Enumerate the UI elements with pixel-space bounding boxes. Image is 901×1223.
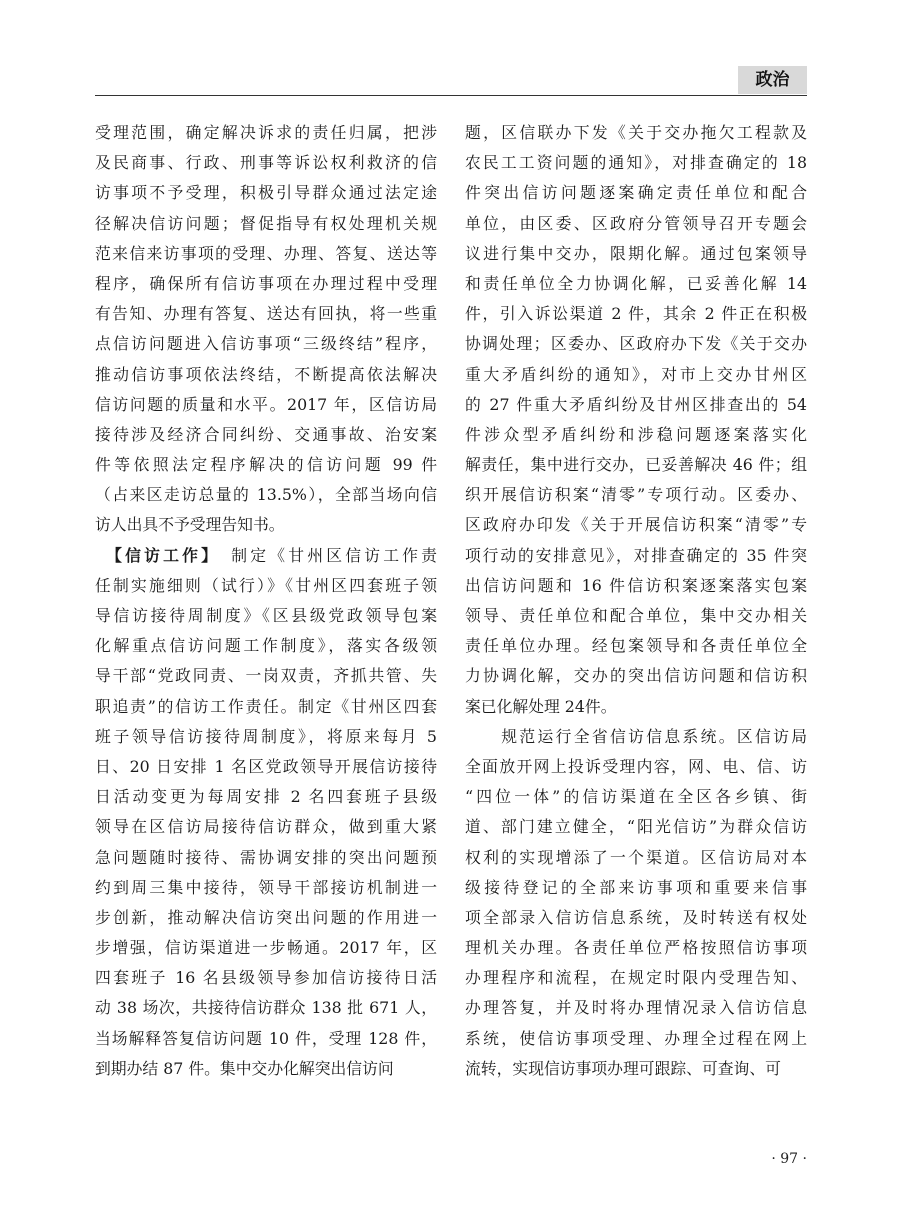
text-line: 议进行集中交办，限期化解。通过包案领导 (465, 243, 807, 263)
text-line: 程序，确保所有信访事项在办理过程中受理 (95, 273, 437, 293)
right-column (465, 118, 807, 1084)
text-line: 责任单位办理。经包案领导和各责任单位全 (465, 636, 807, 656)
text-line: 步增强，信访渠道进一步畅通。2017 年，区 (95, 938, 437, 958)
text-line: 任制实施细则（试行）》《甘州区四套班子领 (95, 575, 437, 595)
text-line: 到期办结 87 件。集中交办化解突出信访问 (95, 1058, 394, 1078)
text-line: 和责任单位全力协调化解，已妥善化解 14 (465, 273, 807, 293)
text-line: 班子领导信访接待周制度》，将原来每月 5 (95, 726, 437, 746)
text-line: 日活动变更为每周安排 2 名四套班子县级 (95, 787, 437, 807)
text-line: 及民商事、行政、刑事等诉讼权利救济的信 (95, 153, 437, 173)
text-line: 解责任，集中进行交办，已妥善解决 46 件；组 (465, 455, 807, 475)
text-line: 项全部录入信访信息系统，及时转送有权处 (465, 907, 807, 927)
text-line: 访人出具不予受理告知书。 (95, 515, 285, 535)
text-line: 件涉众型矛盾纠纷和涉稳问题逐案落实化 (465, 424, 807, 444)
text-line: 办理答复，并及时将办理情况录入信访信息 (465, 998, 807, 1018)
text-line: 流转，实现信访事项办理可跟踪、可查询、可 (465, 1058, 781, 1078)
text-line: 权利的实现增添了一个渠道。区信访局对本 (465, 847, 807, 867)
text-line: 信访问题的质量和水平。2017 年，区信访局 (95, 394, 437, 414)
text-line: 理机关办理。各责任单位严格按照信访事项 (465, 938, 807, 958)
section-tab: 政治 (738, 66, 807, 94)
text-line: 步创新，推动解决信访突出问题的作用进一 (95, 907, 437, 927)
left-column (95, 118, 437, 1084)
text-line: 范来信来访事项的受理、办理、答复、送达等 (95, 243, 437, 263)
text-line: 推动信访事项依法终结，不断提高依法解决 (95, 364, 437, 384)
header-rule (95, 95, 807, 96)
text-line: 件突出信访问题逐案确定责任单位和配合 (465, 183, 807, 203)
text-line: 受理范围，确定解决诉求的责任归属，把涉 (95, 123, 437, 142)
text-line: 导信访接待周制度》《区县级党政领导包案 (95, 606, 437, 625)
text-line: 径解决信访问题；督促指导有权处理机关规 (95, 213, 437, 233)
text-line: 织开展信访积案“清零”专项行动。区委办、 (465, 485, 807, 505)
text-line: 约到周三集中接待，领导干部接访机制进一 (95, 877, 437, 897)
text-line: 规范运行全省信访信息系统。区信访局 (465, 726, 807, 746)
text-line: 当场解释答复信访问题 10 件，受理 128 件， (95, 1028, 437, 1048)
text-line: 领导在区信访局接待信访群众，做到重大紧 (95, 817, 437, 837)
text-line: 办理程序和流程，在规定时限内受理告知、 (465, 968, 807, 988)
text-line: 重大矛盾纠纷的通知》，对市上交办甘州区 (465, 364, 807, 384)
text-line: 项行动的安排意见》，对排查确定的 35 件突 (465, 545, 807, 565)
text-line: 道、部门建立健全，“阳光信访”为群众信访 (465, 817, 807, 837)
text-line: 系统，使信访事项受理、办理全过程在网上 (465, 1028, 807, 1048)
text-line: 有告知、办理有答复、送达有回执，将一些重 (95, 304, 437, 324)
text-line: （占来区走访总量的 13.5%），全部当场向信 (95, 485, 437, 505)
text-line: 单位，由区委、区政府分管领导召开专题会 (465, 213, 807, 233)
text-line: 领导、责任单位和配合单位，集中交办相关 (465, 606, 807, 625)
text-line: 题，区信联办下发《关于交办拖欠工程款及 (465, 123, 807, 142)
text-line: 接待涉及经济合同纠纷、交通事故、治安案 (95, 424, 437, 444)
text-line: 的 27 件重大矛盾纠纷及甘州区排查出的 54 (465, 394, 807, 414)
section-heading-tag: 【信访工作】 (114, 545, 213, 565)
text-line: 职追责”的信访工作责任。制定《甘州区四套 (95, 696, 437, 716)
text-line: 级接待登记的全部来访事项和重要来信事 (465, 877, 807, 897)
text-line: 农民工工资问题的通知》，对排查确定的 18 (465, 153, 807, 173)
text-line: 力协调化解，交办的突出信访问题和信访积 (465, 666, 807, 686)
text-line: 化解重点信访问题工作制度》，落实各级领 (95, 636, 437, 656)
page-number: · 97 · (771, 1151, 807, 1167)
text-line: 访事项不予受理，积极引导群众通过法定途 (95, 183, 437, 203)
text-line: 件等依照法定程序解决的信访问题 99 件 (95, 455, 437, 475)
text-line: 全面放开网上投诉受理内容，网、电、信、访 (465, 756, 807, 776)
text-line: 出信访问题和 16 件信访积案逐案落实包案 (465, 575, 807, 595)
text-line: 件，引入诉讼渠道 2 件，其余 2 件正在积极 (465, 304, 807, 324)
text-line: 急问题随时接待、需协调安排的突出问题预 (95, 847, 437, 867)
text-line: 案已化解处理 24件。 (465, 696, 617, 716)
text-line: 四套班子 16 名县级领导参加信访接待日活 (95, 968, 437, 988)
text-line: 【信访工作】 制定《甘州区信访工作责 (114, 545, 437, 565)
text-line: 动 38 场次，共接待信访群众 138 批 671 人， (95, 998, 437, 1018)
text-line: 日、20 日安排 1 名区党政领导开展信访接待 (95, 756, 437, 776)
text-line: 点信访问题进入信访事项“三级终结”程序， (95, 334, 437, 354)
text-line: 区政府办印发《关于开展信访积案“清零”专 (465, 515, 807, 535)
text-line: “四位一体”的信访渠道在全区各乡镇、街 (465, 787, 807, 807)
text-line: 导干部“党政同责、一岗双责，齐抓共管、失 (95, 666, 437, 686)
text-line: 协调处理；区委办、区政府办下发《关于交办 (465, 334, 807, 354)
